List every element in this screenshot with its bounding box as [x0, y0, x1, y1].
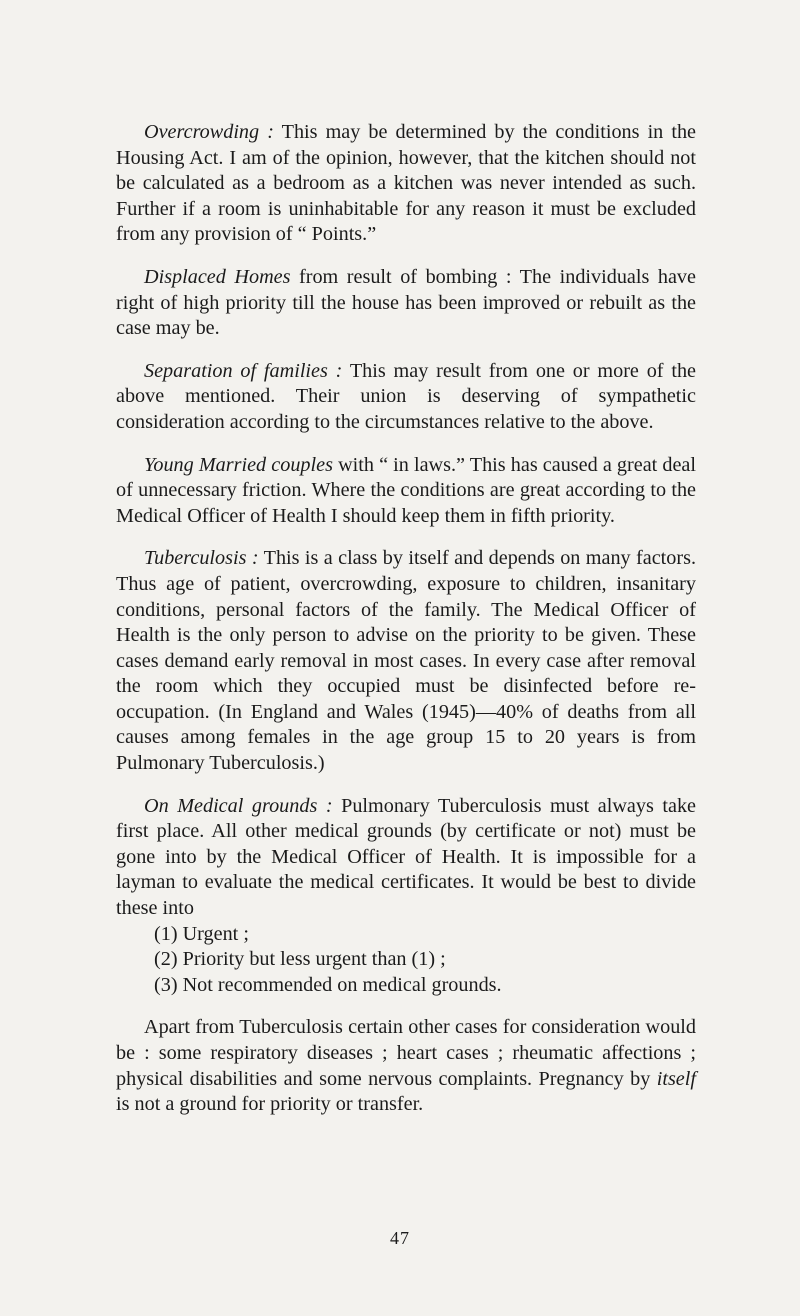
paragraph-other-cases — [116, 1015, 696, 1117]
heading-young-married-couples: Young Married couples — [144, 453, 333, 476]
text-young-married-couples: with “ in laws.” This has caused a great deal of unnecessary friction. Where the conditions are great according to the Medical Officer of Health I should keep them in fifth priority. — [116, 453, 697, 527]
text-displaced-homes: from result of bombing : The individuals have right of high priority till the house has been improved or rebuilt as the case may be. — [116, 265, 696, 340]
list-item: (2) Priority but less urgent than (1) ; — [154, 948, 446, 971]
paragraph-medical-grounds — [116, 794, 696, 922]
paragraph-displaced-homes — [116, 265, 696, 342]
heading-medical-grounds: On Medical grounds : — [144, 794, 333, 817]
list-item: (1) Urgent ; — [154, 922, 249, 945]
paragraph-young-married-couples — [116, 453, 696, 530]
heading-separation-of-families: Separation of families : — [144, 359, 343, 382]
paragraph-separation-of-families — [116, 359, 696, 436]
heading-overcrowding: Overcrowding : — [144, 121, 274, 143]
heading-displaced-homes: Displaced Homes — [144, 265, 291, 288]
text-tuberculosis: This is a class by itself and depends on many factors. Thus age of patient, overcrowding, exposure to children, insanitary conditions, personal factors of the family. The Medical Officer of Health is the only person to advise on the priority to be given. These cases demand early removal in most cases. In every case after removal the room which they occupied must be disinfected before re-occupation. (In England and Wales (1945)—40% of deaths from all causes among females in the age group 15 to 20 years is from Pulmonary Tuberculosis.) — [116, 547, 696, 775]
list-item: (3) Not recommended on medical grounds. — [154, 973, 502, 996]
text-other-cases-end: is not a ground for priority or transfer. — [116, 1093, 424, 1116]
heading-tuberculosis: Tuberculosis : — [144, 547, 259, 570]
text-other-cases: Apart from Tuberculosis certain other cases for consideration would be : some respiratory diseases ; heart cases ; rheumatic affections ; physical disabilities and some nervous complaints. Pregnancy by — [116, 1016, 696, 1090]
emphasis-itself: itself — [656, 1067, 696, 1090]
text-medical-grounds: Pulmonary Tuberculosis must always take first place. All other medical grounds (by certificate or not) must be gone into by the Medical Officer of Health. It is impossible for a layman to evaluate the medical certificates. It would be best to divide these into — [116, 794, 696, 920]
text-separation-of-families: This may result from one or more of the above mentioned. Their union is deserving of sympathetic consideration according to the circumstances relative to the above. — [116, 359, 696, 433]
medical-grounds-list — [116, 922, 696, 999]
page-number: 47 — [390, 1228, 410, 1248]
text-overcrowding: This may be determined by the conditions in the Housing Act. I am of the opinion, however, that the kitchen should not be calculated as a bedroom as a kitchen was never intended as such. Further if a room is uninhabitable for any reason it must be excluded from any provision of “ Points.” — [116, 121, 697, 246]
document-page — [116, 120, 696, 1135]
paragraph-tuberculosis — [116, 546, 696, 776]
paragraph-overcrowding — [116, 120, 696, 248]
